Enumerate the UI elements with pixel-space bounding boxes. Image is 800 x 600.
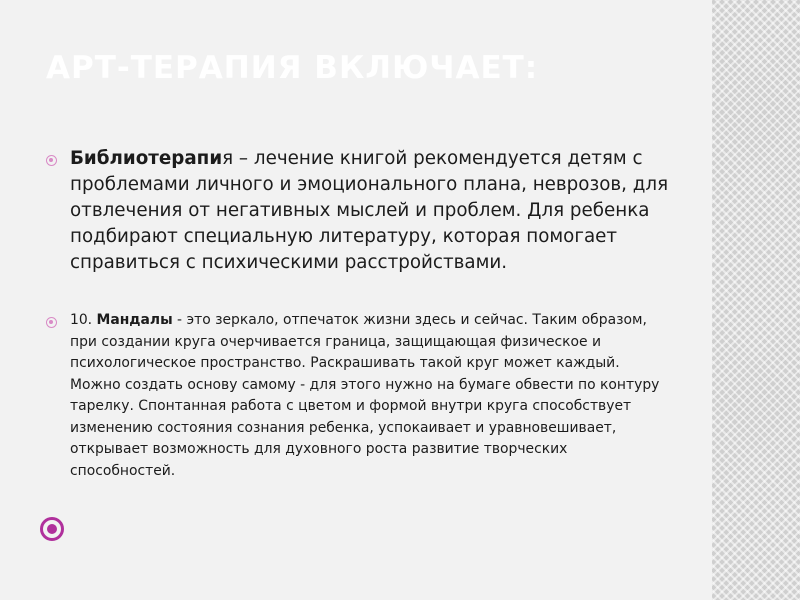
bullet-term: Библиотерапи [70, 148, 223, 169]
list-item [46, 146, 686, 276]
decorative-side-band [712, 0, 800, 600]
bullet-text [70, 146, 686, 276]
bullet-circle-icon [46, 317, 57, 328]
list-item [46, 310, 666, 482]
bullet-term: Мандалы [96, 312, 173, 328]
slide-title: АРТ-ТЕРАПИЯ ВКЛЮЧАЕТ: [46, 50, 539, 86]
bullet-body: – лечение книгой рекомендуется детям с проблемами личного и эмоционального плана, неврозов, для отвлечения от негативных мыслей и проблем. Для ребенка подбирают специальную литературу, которая помогает справиться с психическими расстройствами. [70, 148, 669, 273]
bullet-prefix: 10. [70, 312, 97, 328]
bullet-circle-icon [46, 155, 57, 166]
bullet-body: - это зеркало, отпечаток жизни здесь и сейчас. Таким образом, при создании круга очерчивается граница, защищающая физическое и психологическое пространство. Раскрашивать такой круг может каждый. Можно создать основу самому - для этого нужно на бумаге обвести по контуру тарелку. Спонтанная работа с цветом и формой внутри круга способствует изменению состояния сознания ребенка, успокаивает и уравновешивает, открывает возможность для духовного роста развитие творческих способностей. [70, 312, 660, 479]
target-circle-icon[interactable] [40, 517, 64, 541]
bullet-term-rest: я [222, 148, 234, 169]
bullet-text [70, 310, 666, 482]
